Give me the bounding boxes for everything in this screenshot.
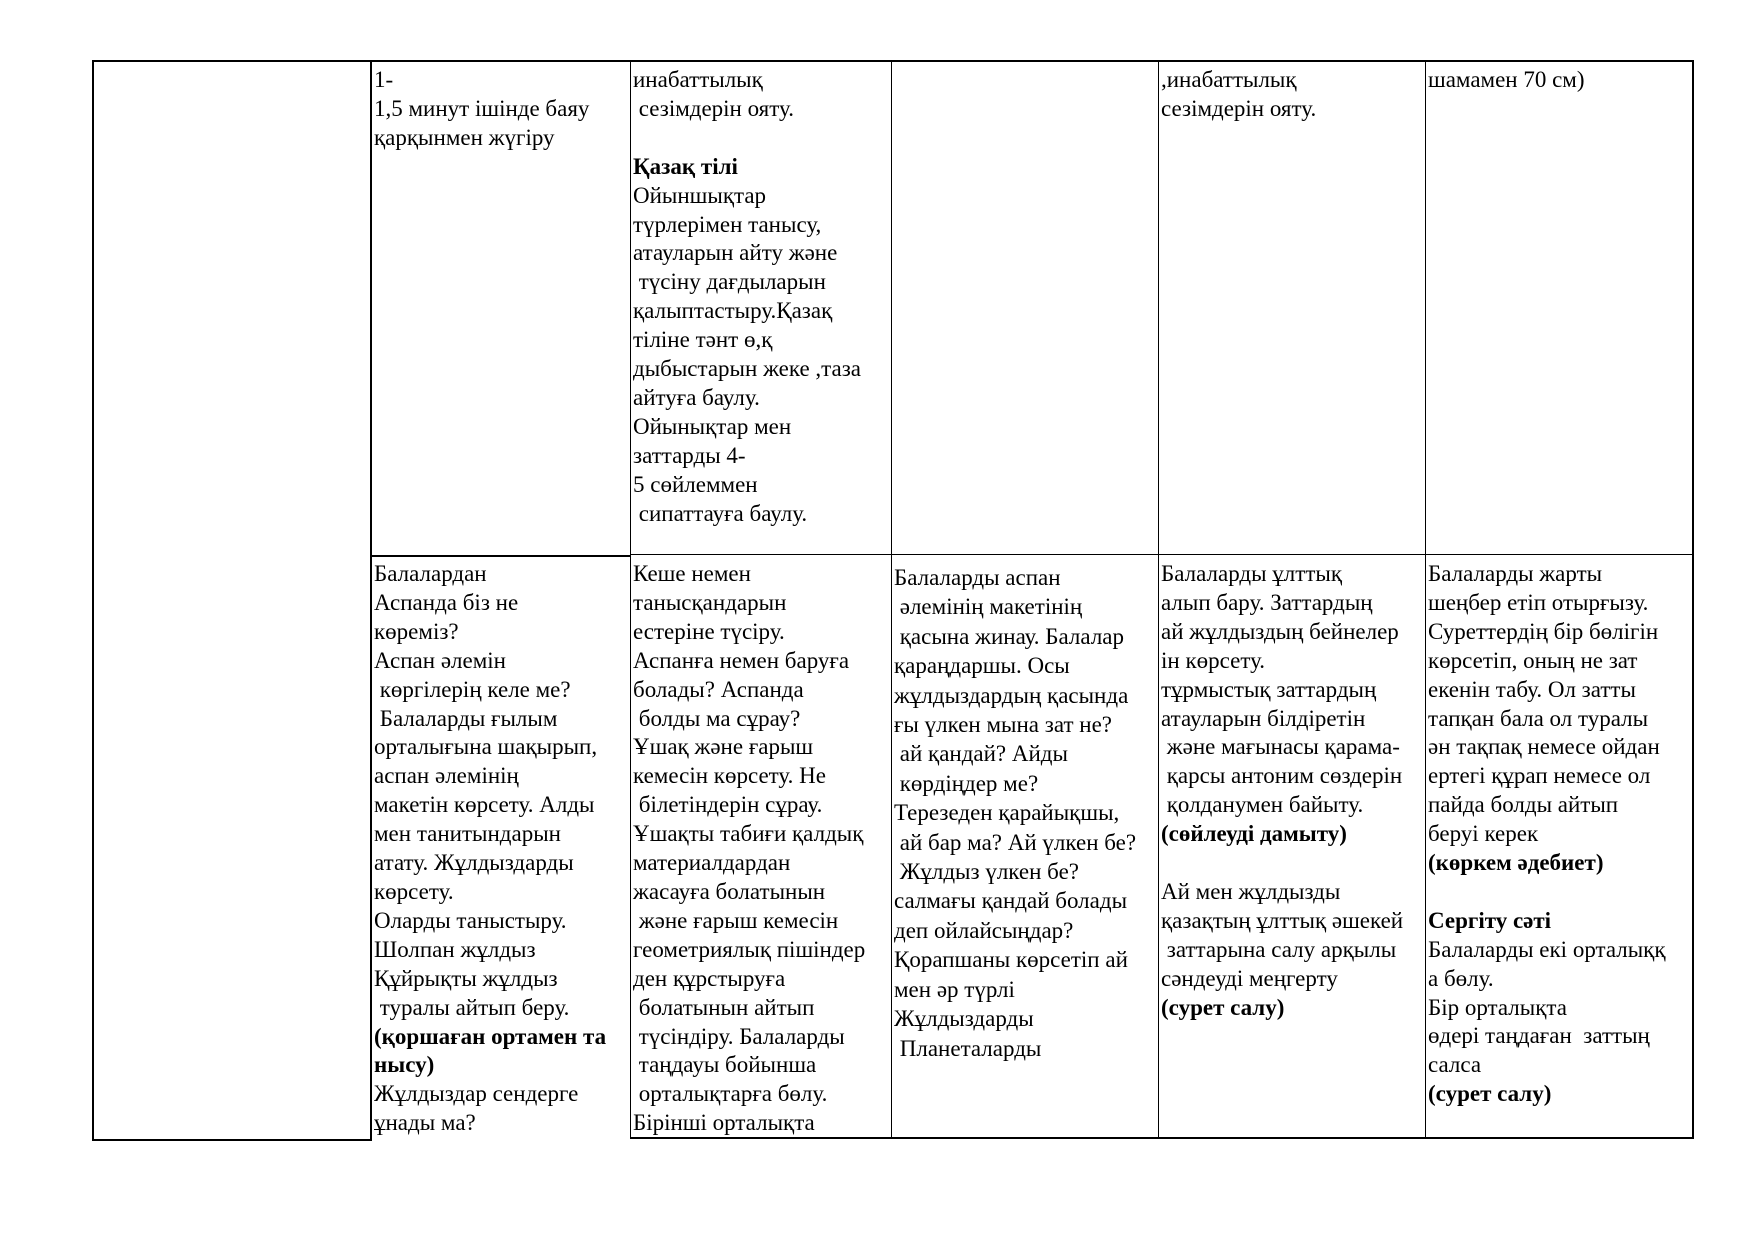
cell-row2-col6 xyxy=(1426,557,1692,1137)
cell-text-line: Аспан әлемін xyxy=(374,647,506,673)
cell-text-line: мен әр түрлі xyxy=(894,976,1015,1002)
cell-text-line: шеңбер етіп отырғызу. xyxy=(1428,589,1649,615)
table-bottom-border-left xyxy=(92,1139,372,1141)
cell-text-line: Балаларды ғылым xyxy=(374,705,558,731)
cell-text-line: болды ма сұрау? xyxy=(633,705,801,731)
cell-text-line: Терезеден қарайықшы, xyxy=(894,800,1120,826)
cell-text-line: кемесін көрсету. Не xyxy=(633,763,826,789)
cell-text-line: болатынын айтып xyxy=(633,994,815,1020)
row-divider-cols3-6 xyxy=(630,554,1694,555)
cell-text-line: көргілерің келе ме? xyxy=(374,676,571,702)
cell-text-line: Жұлдыздарды xyxy=(894,1006,1034,1032)
cell-text-line: дыбыстарын жеке ,таза xyxy=(633,356,862,382)
cell-text-line: естеріне түсіру. xyxy=(633,618,785,644)
cell-row2-col5 xyxy=(1159,557,1425,1137)
cell-heading-line: (сөйлеуді дамыту) xyxy=(1161,821,1347,847)
cell-text-line: 1,5 минут ішінде баяу xyxy=(374,95,590,121)
cell-text-line: орталықтарға бөлу. xyxy=(633,1081,828,1107)
cell-text-line: сезімдерін ояту. xyxy=(1161,95,1317,121)
cell-text-line: ұнады ма? xyxy=(374,1110,476,1136)
cell-text-line: Аспанда біз не xyxy=(374,589,519,615)
cell-text-line: әлемінің макетінің xyxy=(894,594,1083,620)
cell-text-line: Балаларды екі орталыққ xyxy=(1428,936,1666,962)
table-right-border xyxy=(1692,60,1694,1139)
cell-text-line: Ай мен жұлдызды xyxy=(1161,878,1341,904)
cell-text-line: Балаларды жарты xyxy=(1428,561,1603,586)
cell-text-line: Бір орталықта xyxy=(1428,994,1567,1020)
cell-text-line: қарсы антоним сөздерін xyxy=(1161,763,1403,789)
cell-text-line: тапқан бала ол туралы xyxy=(1428,705,1649,731)
cell-text-line: Жұлдыз үлкен бе? xyxy=(894,859,1079,885)
cell-text-line: қолданумен байыту. xyxy=(1161,792,1364,818)
cell-text-line: танысқандарын xyxy=(633,589,787,615)
cell-row1-col3 xyxy=(631,63,891,553)
cell-row2-col3 xyxy=(631,557,891,1137)
cell-text-line: Бірінші орталықта xyxy=(633,1110,815,1136)
cell-text-line: а бөлу. xyxy=(1428,965,1494,991)
cell-text-line: көрсетіп, оның не зат xyxy=(1428,647,1638,673)
cell-text-line: түсіну дағдыларын xyxy=(633,269,826,295)
cell-row1-col5 xyxy=(1159,63,1425,553)
cell-text-line xyxy=(1428,878,1690,907)
cell-text-line: материалдардан xyxy=(633,850,791,876)
cell-row1-col6 xyxy=(1426,63,1692,553)
cell-text-line: ертегі құрап немесе ол xyxy=(1428,763,1651,789)
cell-text-line: сипаттауға баулу. xyxy=(633,500,808,526)
cell-text-line: өдері таңдаған заттың xyxy=(1428,1023,1650,1049)
cell-text-line: ән тақпақ немесе ойдан xyxy=(1428,734,1660,760)
cell-text-line: және мағынасы қарама- xyxy=(1161,734,1400,760)
cell-text-line: Планеталарды xyxy=(894,1035,1042,1061)
cell-text-line: тұрмыстық заттардың xyxy=(1161,676,1377,702)
cell-heading-line: (қоршаған ортамен та xyxy=(374,1023,607,1049)
cell-text-line: Шолпан жұлдыз xyxy=(374,936,536,962)
cell-row2-col4 xyxy=(892,560,1158,1137)
cell-text-line: түсіндіру. Балаларды xyxy=(633,1023,845,1049)
cell-row1-col4 xyxy=(892,63,1158,553)
cell-text-line: атату. Жұлдыздарды xyxy=(374,850,574,876)
cell-text-line: таңдауы бойынша xyxy=(633,1052,817,1078)
cell-text-line: қараңдаршы. Осы xyxy=(894,653,1070,679)
cell-text-line: атауларын айту және xyxy=(633,240,838,266)
cell-text-line: Ұшақты табиғи қалдық xyxy=(633,821,864,847)
cell-text-line: Балаларды аспан xyxy=(894,565,1061,590)
cell-text-line: және ғарыш кемесін xyxy=(633,907,839,933)
cell-text-line: Балалардан xyxy=(374,561,487,586)
cell-text-line: ай жұлдыздың бейнелер xyxy=(1161,618,1399,644)
cell-text-line: қалыптастыру.Қазақ xyxy=(633,298,833,324)
cell-text-line: сезімдерін ояту. xyxy=(633,95,794,121)
cell-heading-line: Қазақ тілі xyxy=(633,153,738,179)
cell-text-line: ден құрстыруға xyxy=(633,965,786,991)
table-bottom-border-right xyxy=(630,1137,1694,1139)
cell-text-line: макетін көрсету. Алды xyxy=(374,792,595,818)
cell-text-line: ай бар ма? Ай үлкен бе? xyxy=(894,829,1137,855)
cell-text-line: салмағы қандай болады xyxy=(894,888,1128,914)
cell-text-line: пайда болды айтып xyxy=(1428,792,1619,818)
cell-text-line: геометриялық пішіндер xyxy=(633,936,866,962)
cell-text-line: Ойынықтар мен xyxy=(633,413,792,439)
cell-text-line: жасауға болатынын xyxy=(633,878,826,904)
cell-row1-col2 xyxy=(372,63,630,553)
cell-text-line: аспан әлемінің xyxy=(374,763,519,789)
cell-text-line: орталығына шақырып, xyxy=(374,734,598,760)
table-left-border xyxy=(92,60,94,1141)
cell-heading-line: (сурет салу) xyxy=(1161,994,1285,1020)
cell-text-line: алып бару. Заттардың xyxy=(1161,589,1373,615)
cell-text-line: 5 сөйлеммен xyxy=(633,471,758,497)
cell-text-line: Құйрықты жұлдыз xyxy=(374,965,558,991)
cell-text-line: көрдіңдер ме? xyxy=(894,770,1039,796)
cell-text-line: инабаттылық xyxy=(633,67,763,92)
cell-row2-col2 xyxy=(372,557,630,1139)
cell-text-line: ,инабаттылық xyxy=(1161,67,1297,92)
cell-heading-line: (көркем әдебиет) xyxy=(1428,850,1604,876)
cell-text-line: қарқынмен жүгіру xyxy=(374,124,555,150)
cell-text-line: ай қандай? Айды xyxy=(894,741,1068,767)
cell-text-line: атауларын білдіретін xyxy=(1161,705,1366,731)
cell-text-line: заттарына салу арқылы xyxy=(1161,936,1397,962)
cell-text-line: Суреттердің бір бөлігін xyxy=(1428,618,1659,644)
cell-text-line: жұлдыздардың қасында xyxy=(894,682,1129,708)
cell-text-line: ғы үлкен мына зат не? xyxy=(894,712,1112,738)
cell-text-line: қасына жинау. Балалар xyxy=(894,623,1124,649)
cell-text-line: заттарды 4- xyxy=(633,442,746,468)
cell-text-line: тіліне тәнт ө,қ xyxy=(633,327,773,353)
cell-text-line: Ойыншықтар xyxy=(633,182,767,208)
cell-text-line: Жұлдыздар сендерге xyxy=(374,1081,579,1107)
cell-text-line: сәндеуді меңгерту xyxy=(1161,965,1338,991)
cell-text-line: салса xyxy=(1428,1052,1482,1078)
cell-text-line: 1- xyxy=(374,67,394,92)
cell-text-line: деп ойлайсыңдар? xyxy=(894,917,1074,943)
cell-text-line: түрлерімен танысу, xyxy=(633,211,822,237)
cell-text-line: айтуға баулу. xyxy=(633,384,760,410)
cell-text-line xyxy=(633,124,889,153)
cell-text-line: екенін табу. Ол затты xyxy=(1428,676,1636,702)
cell-text-line xyxy=(1161,849,1423,878)
cell-text-line: көреміз? xyxy=(374,618,459,644)
cell-heading-line: Сергіту сәті xyxy=(1428,907,1552,933)
cell-text-line: туралы айтып беру. xyxy=(374,994,570,1020)
cell-text-line: Кеше немен xyxy=(633,561,751,586)
cell-text-line: беруі керек xyxy=(1428,821,1539,847)
cell-heading-line: нысу) xyxy=(374,1052,435,1078)
cell-heading-line: (сурет салу) xyxy=(1428,1081,1552,1107)
cell-text-line: көрсету. xyxy=(374,878,454,904)
cell-text-line: мен танитындарын xyxy=(374,821,561,847)
cell-text-line: шамамен 70 см) xyxy=(1428,67,1585,92)
cell-text-line: ін көрсету. xyxy=(1161,647,1266,673)
cell-text-line: қазақтың ұлттық әшекей xyxy=(1161,907,1404,933)
cell-text-line: Қорапшаны көрсетіп ай xyxy=(894,947,1128,973)
cell-text-line: білетіндерін сұрау. xyxy=(633,792,823,818)
cell-text-line: Ұшақ және ғарыш xyxy=(633,734,814,760)
table-top-border xyxy=(92,60,1694,62)
cell-text-line: Балаларды ұлттық xyxy=(1161,561,1343,586)
cell-text-line: Оларды таныстыру. xyxy=(374,907,567,933)
cell-text-line: Аспанға немен баруға xyxy=(633,647,850,673)
cell-text-line: болады? Аспанда xyxy=(633,676,804,702)
